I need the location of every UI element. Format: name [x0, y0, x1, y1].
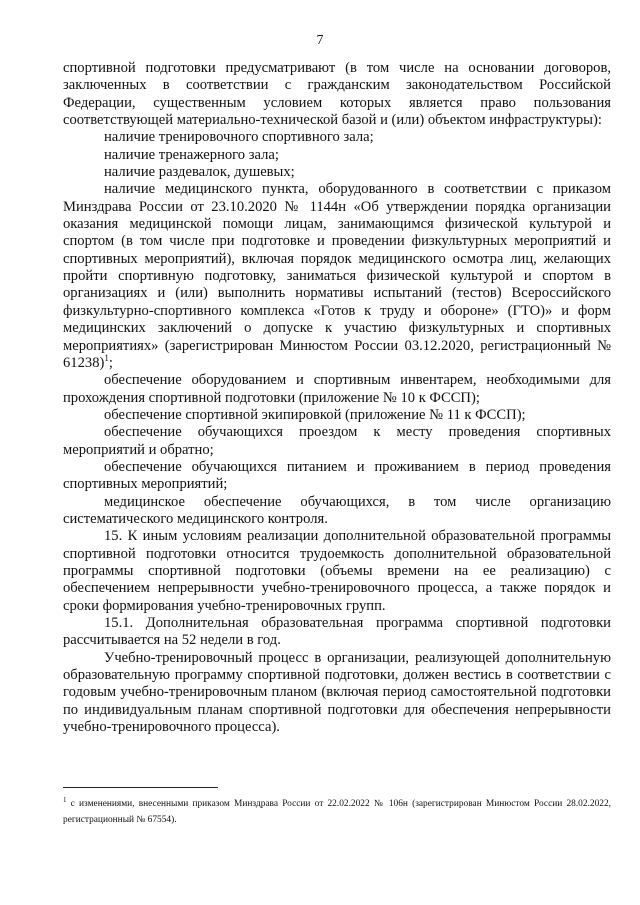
paragraph: наличие тренировочного спортивного зала;: [104, 129, 374, 146]
paragraph: 15.1. Дополнительная образовательная программа спортивной подготовки рассчитывается на 52 недели в год.: [63, 615, 611, 649]
paragraph-text: наличие медицинского пункта, оборудованного в соответствии с приказом Минздрава России от 23.10.2020 № 1144н «Об утверждении порядка организации оказания медицинской помощи лицам, занимающимся физической культурой и спортом (в том числе при подготовке и проведении физкультурных мероприятий и спортивных мероприятий), включая порядок медицинского осмотра лиц, желающих пройти спортивную подготовку, заниматься физической культурой и спортом в организациях и (или) выполнить нормативы испытаний (тестов) Всероссийского физкультурно-спортивного комплекса «Готов к труду и обороне» (ГТО)» и форм медицинских заключений о допуске к участию физкультурных и спортивных мероприятиях» (зарегистрирован Минюстом России 03.12.2020, регистрационный № 61238): [63, 181, 611, 371]
paragraph: наличие тренажерного зала;: [104, 146, 279, 163]
footnote-reference[interactable]: 1: [104, 352, 109, 363]
footnote-marker: 1: [63, 795, 67, 804]
footnote: [63, 796, 611, 828]
paragraph: обеспечение обучающихся проездом к месту проведения спортивных мероприятий и обратно;: [63, 424, 611, 458]
paragraph: медицинское обеспечение обучающихся, в том числе организацию систематического медицинского контроля.: [63, 493, 611, 527]
paragraph: наличие раздевалок, душевых;: [104, 164, 295, 181]
paragraph: спортивной подготовки предусматривают (в том числе на основании договоров, заключенных в соответствии с гражданским законодательством Российской Федерации, существенным условием которых является право пользования соответствующей материально-технической базой и (или) объектом инфраструктуры):: [63, 60, 611, 129]
paragraph: 15. К иным условиям реализации дополнительной образовательной программы спортивной подготовки относится трудоемкость дополнительной образовательной программы спортивной подготовки (объемы времени на ее реализацию) с обеспечением непрерывности учебно-тренировочного процесса, а также порядок и сроки формирования учебно-тренировочных групп.: [63, 528, 611, 614]
footnote-text: с изменениями, внесенными приказом Минздрава России от 22.02.2022 № 106н (зарегистрирован Минюстом России 28.02.2022, регистрационный № 67554).: [63, 799, 611, 825]
page-number: 7: [316, 32, 324, 47]
paragraph-tail: ;: [108, 354, 113, 371]
paragraph: обеспечение оборудованием и спортивным инвентарем, необходимыми для прохождения спортивной подготовки (приложение № 10 к ФССП);: [63, 372, 611, 406]
document-body: [63, 60, 611, 736]
paragraph: Учебно-тренировочный процесс в организации, реализующей дополнительную образовательную программу спортивной подготовки, должен вестись в соответствии с годовым учебно-тренировочным планом (включая период самостоятельной подготовки по индивидуальным планам спортивной подготовки для обеспечения непрерывности учебно-тренировочного процесса).: [63, 649, 611, 736]
paragraph: обеспечение спортивной экипировкой (приложение № 11 к ФССП);: [104, 406, 526, 423]
paragraph: обеспечение обучающихся питанием и проживанием в период проведения спортивных мероприятий;: [63, 458, 611, 493]
footnote-divider: [63, 787, 218, 788]
paragraph-with-footnote: [63, 181, 611, 372]
